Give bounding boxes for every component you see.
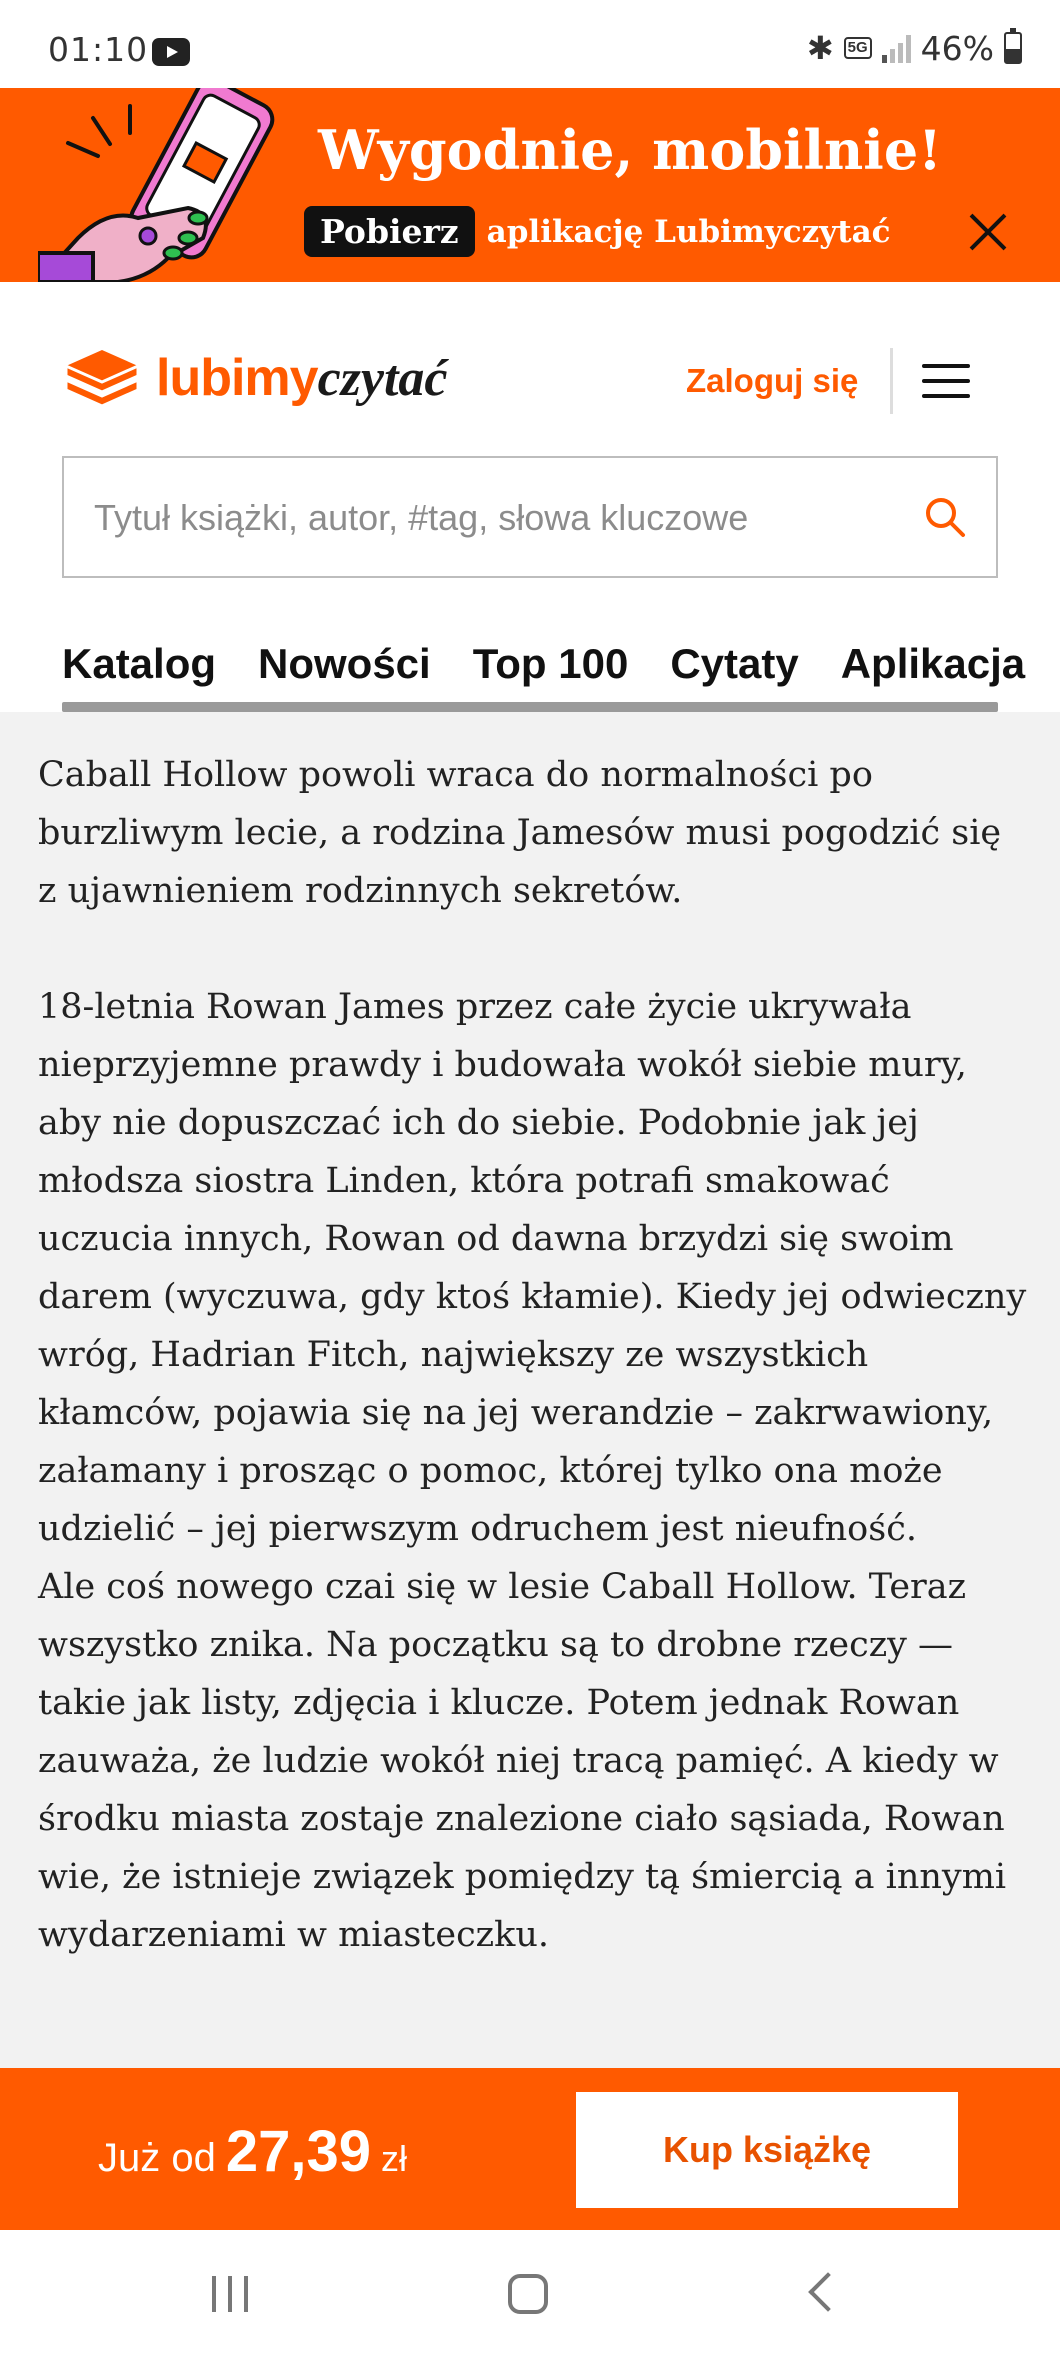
youtube-notification-icon: [152, 38, 190, 66]
nav-item-katalog[interactable]: Katalog: [62, 640, 217, 687]
description-paragraph: 18-letnia Rowan James przez całe życie ukrywała nieprzyjemne prawdy i budowała wokół siebie mury, aby nie dopuszczać ich do siebie. Podobnie jak jej młodsza siostra Linden, która potrafi smakować uczucia innych, Rowan od dawna brzydzi się swoim darem (wyczuwa, gdy ktoś kłamie). Kiedy jej odwieczny wróg, Hadrian Fitch, największy ze wszystkich kłamców, pojawia się na jej werandzie – zakrwawiony, załamany i prosząc o pomoc, której tylko ona może udzielić – jej pierwszym odruchem jest nieufność.: [38, 987, 1027, 1549]
site-header: [0, 282, 1060, 712]
site-logo[interactable]: [60, 342, 448, 414]
phone-hand-illustration: [38, 88, 278, 282]
price-currency: zł: [381, 2138, 408, 2179]
price-prefix: Już od: [98, 2136, 216, 2180]
book-description: [0, 712, 1060, 2068]
description-paragraph: Caball Hollow powoli wraca do normalności po burzliwym lecie, a rodzina Jamesów musi pogodzić się z ujawnieniem rodzinnych sekretów.: [38, 755, 1002, 911]
search-box[interactable]: [62, 456, 998, 578]
back-icon[interactable]: [808, 2272, 848, 2312]
buy-bar: [0, 2068, 1060, 2230]
book-stack-logo-icon: [60, 342, 144, 414]
recent-apps-icon[interactable]: [210, 2276, 250, 2312]
promo-subtitle: aplikację Lubimyczytać: [486, 213, 891, 250]
nav-item-aplikacja[interactable]: Aplikacja: [840, 640, 1026, 687]
buy-book-button[interactable]: Kup książkę: [576, 2092, 958, 2208]
bluetooth-icon: ✱: [806, 29, 834, 67]
paragraph-spacer: [38, 920, 1028, 978]
status-time: 01:10: [48, 30, 149, 69]
status-icons: [807, 28, 1022, 68]
description-text: [38, 746, 1028, 1964]
nav-item-top-100[interactable]: Top 100: [472, 640, 629, 687]
hamburger-menu-icon[interactable]: [922, 364, 970, 398]
logo-wordmark-accent: czytać: [317, 350, 448, 407]
price-value: 27,39: [225, 2119, 372, 2184]
status-bar: [0, 0, 1060, 88]
main-nav: [62, 640, 1025, 688]
network-5g-icon: 5G: [844, 37, 872, 59]
promo-title: Wygodnie, mobilnie!: [318, 118, 942, 182]
signal-icon: [882, 33, 911, 63]
app-promo-banner[interactable]: [0, 88, 1060, 282]
system-navigation-bar: [0, 2230, 1060, 2355]
battery-level: 46%: [920, 28, 994, 68]
promo-download-pill[interactable]: Pobierz: [304, 206, 475, 257]
logo-wordmark: [156, 348, 448, 408]
search-input[interactable]: [94, 488, 914, 548]
login-link[interactable]: Zaloguj się: [686, 362, 859, 399]
close-icon[interactable]: [966, 210, 1010, 254]
promo-cta[interactable]: [304, 206, 891, 257]
header-divider: [890, 348, 893, 414]
home-icon[interactable]: [508, 2274, 548, 2314]
search-icon[interactable]: [924, 496, 966, 538]
description-paragraph: Ale coś nowego czai się w lesie Caball Hollow. Teraz wszystko znika. Na początku są to drobne rzeczy — takie jak listy, zdjęcia i klucze. Potem jednak Rowan zauważa, że ludzie wokół niej tracą pamięć. A kiedy w środku miasta zostaje znalezione ciało sąsiada, Rowan wie, że istnieje związek pomiędzy tą śmiercią a innymi wydarzeniami w miasteczku.: [38, 1567, 1007, 1955]
nav-scrollbar[interactable]: [62, 702, 998, 712]
price: [98, 2118, 407, 2185]
nav-item-cytaty[interactable]: Cytaty: [670, 640, 799, 687]
logo-wordmark-main: lubimy: [156, 349, 318, 407]
nav-item-nowosci[interactable]: Nowości: [258, 640, 431, 687]
battery-icon: [1004, 32, 1022, 64]
